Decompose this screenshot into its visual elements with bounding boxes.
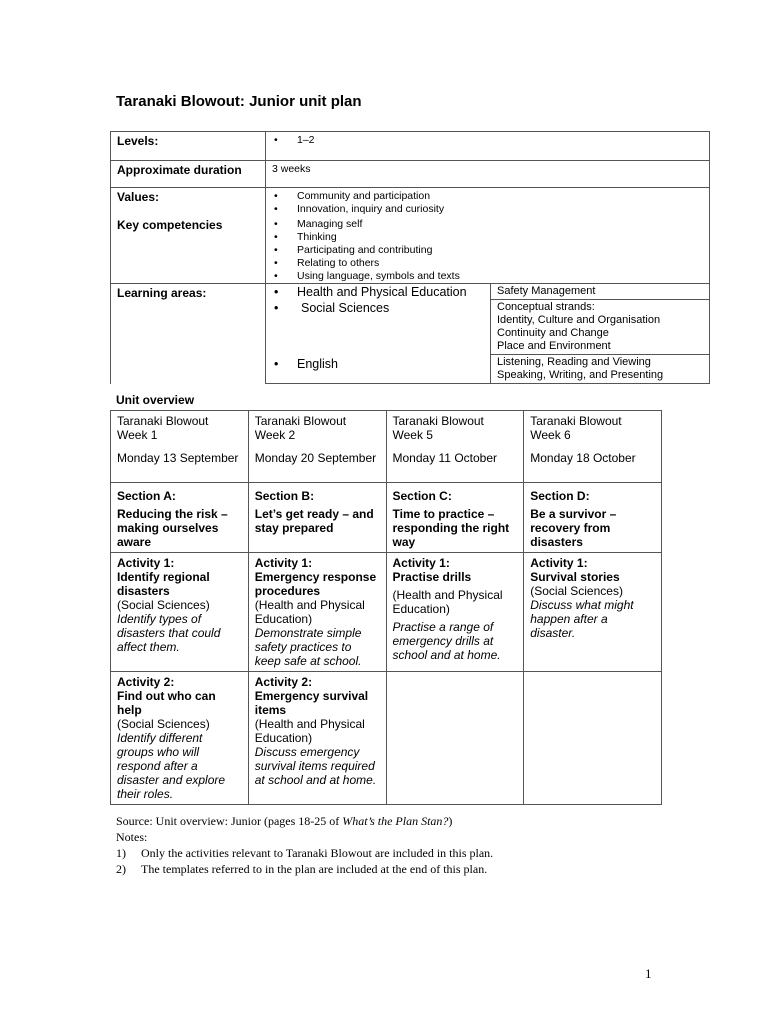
learning-area-detail: Identity, Culture and Organisation bbox=[497, 314, 661, 326]
levels-row bbox=[111, 132, 710, 161]
competencies-list bbox=[272, 218, 703, 283]
learning-area-name: • Health and Physical Education bbox=[272, 286, 484, 299]
list-item: • Thinking bbox=[272, 231, 703, 244]
learning-area-detail: Place and Environment bbox=[497, 340, 611, 352]
list-item: • Using language, symbols and texts bbox=[272, 270, 703, 283]
list-item: • 1–2 bbox=[272, 134, 703, 147]
activity-cell: Activity 1: Survival stories (Social Sciences) Discuss what might happen after a disaster. bbox=[524, 553, 662, 672]
unit-summary-table bbox=[110, 131, 710, 384]
date-row bbox=[111, 445, 662, 483]
list-item: • Community and participation bbox=[272, 190, 703, 203]
notes-block bbox=[116, 813, 493, 877]
duration-row bbox=[111, 161, 710, 188]
competencies-row bbox=[111, 216, 710, 284]
week-row bbox=[111, 411, 662, 446]
section-row bbox=[111, 483, 662, 553]
learning-area-detail: Continuity and Change bbox=[497, 327, 609, 339]
page-title: Taranaki Blowout: Junior unit plan bbox=[116, 93, 362, 110]
learning-area-detail: Listening, Reading and Viewing bbox=[497, 356, 651, 368]
empty-cell bbox=[386, 672, 524, 805]
week-date: Monday 18 October bbox=[524, 445, 662, 483]
values-list bbox=[272, 190, 703, 216]
activity-cell: Activity 2: Find out who can help (Social Sciences) Identify different groups who will respond after a disaster and explore their roles. bbox=[111, 672, 249, 805]
empty-cell bbox=[524, 672, 662, 805]
unit-overview-heading: Unit overview bbox=[116, 393, 195, 407]
section-cell: Section D: Be a survivor – recovery from disasters bbox=[524, 483, 662, 553]
list-item: • Managing self bbox=[272, 218, 703, 231]
levels-list bbox=[272, 134, 703, 147]
activity-cell: Activity 1: Emergency response procedures (Health and Physical Education) Demonstrate simple safety practices to keep safe at school. bbox=[248, 553, 386, 672]
notes-list bbox=[116, 845, 493, 877]
learning-area-detail: Conceptual strands: bbox=[497, 301, 595, 313]
week-cell: Taranaki Blowout Week 2 bbox=[248, 411, 386, 446]
note-item: 1) Only the activities relevant to Taranaki Blowout are included in this plan. bbox=[116, 846, 494, 860]
section-cell: Section B: Let’s get ready – and stay prepared bbox=[248, 483, 386, 553]
competencies-label: Key competencies bbox=[111, 216, 266, 284]
levels-label: Levels: bbox=[111, 132, 266, 161]
activity2-row bbox=[111, 672, 662, 805]
week-date: Monday 13 September bbox=[111, 445, 249, 483]
unit-overview-table bbox=[110, 410, 662, 805]
learning-area-name: • English bbox=[272, 358, 484, 371]
week-cell: Taranaki Blowout Week 6 bbox=[524, 411, 662, 446]
activity1-row bbox=[111, 553, 662, 672]
activity-cell: Activity 1: Identify regional disasters (Social Sciences) Identify types of disasters that could affect them. bbox=[111, 553, 249, 672]
page-number: 1 bbox=[645, 966, 652, 981]
week-date: Monday 11 October bbox=[386, 445, 524, 483]
learning-area-detail: Speaking, Writing, and Presenting bbox=[497, 369, 664, 381]
learning-areas-label: Learning areas: bbox=[111, 284, 266, 384]
activity-cell: Activity 2: Emergency survival items (Health and Physical Education) Discuss emergency survival items required at school and at home. bbox=[248, 672, 386, 805]
source-line: Source: Unit overview: Junior (pages 18-25 of What’s the Plan Stan?) bbox=[116, 814, 453, 828]
activity-cell: Activity 1: Practise drills (Health and Physical Education) Practise a range of emergency drills at school and at home. bbox=[386, 553, 524, 672]
section-cell: Section A: Reducing the risk – making ourselves aware bbox=[111, 483, 249, 553]
notes-label: Notes: bbox=[116, 830, 148, 844]
learning-area-detail: Safety Management bbox=[497, 285, 596, 297]
list-item: • Participating and contributing bbox=[272, 244, 703, 257]
values-row bbox=[111, 188, 710, 217]
learning-area-row-health bbox=[111, 284, 710, 300]
week-cell: Taranaki Blowout Week 5 bbox=[386, 411, 524, 446]
week-cell: Taranaki Blowout Week 1 bbox=[111, 411, 249, 446]
list-item: • Innovation, inquiry and curiosity bbox=[272, 203, 703, 216]
duration-value: 3 weeks bbox=[266, 161, 710, 188]
duration-label: Approximate duration bbox=[111, 161, 266, 188]
learning-area-name: • Social Sciences bbox=[272, 302, 484, 315]
list-item: • Relating to others bbox=[272, 257, 703, 270]
section-cell: Section C: Time to practice – responding the right way bbox=[386, 483, 524, 553]
note-item: 2) The templates referred to in the plan are included at the end of this plan. bbox=[116, 862, 488, 876]
values-label: Values: bbox=[111, 188, 266, 217]
source-title: What’s the Plan Stan? bbox=[342, 814, 449, 828]
week-date: Monday 20 September bbox=[248, 445, 386, 483]
